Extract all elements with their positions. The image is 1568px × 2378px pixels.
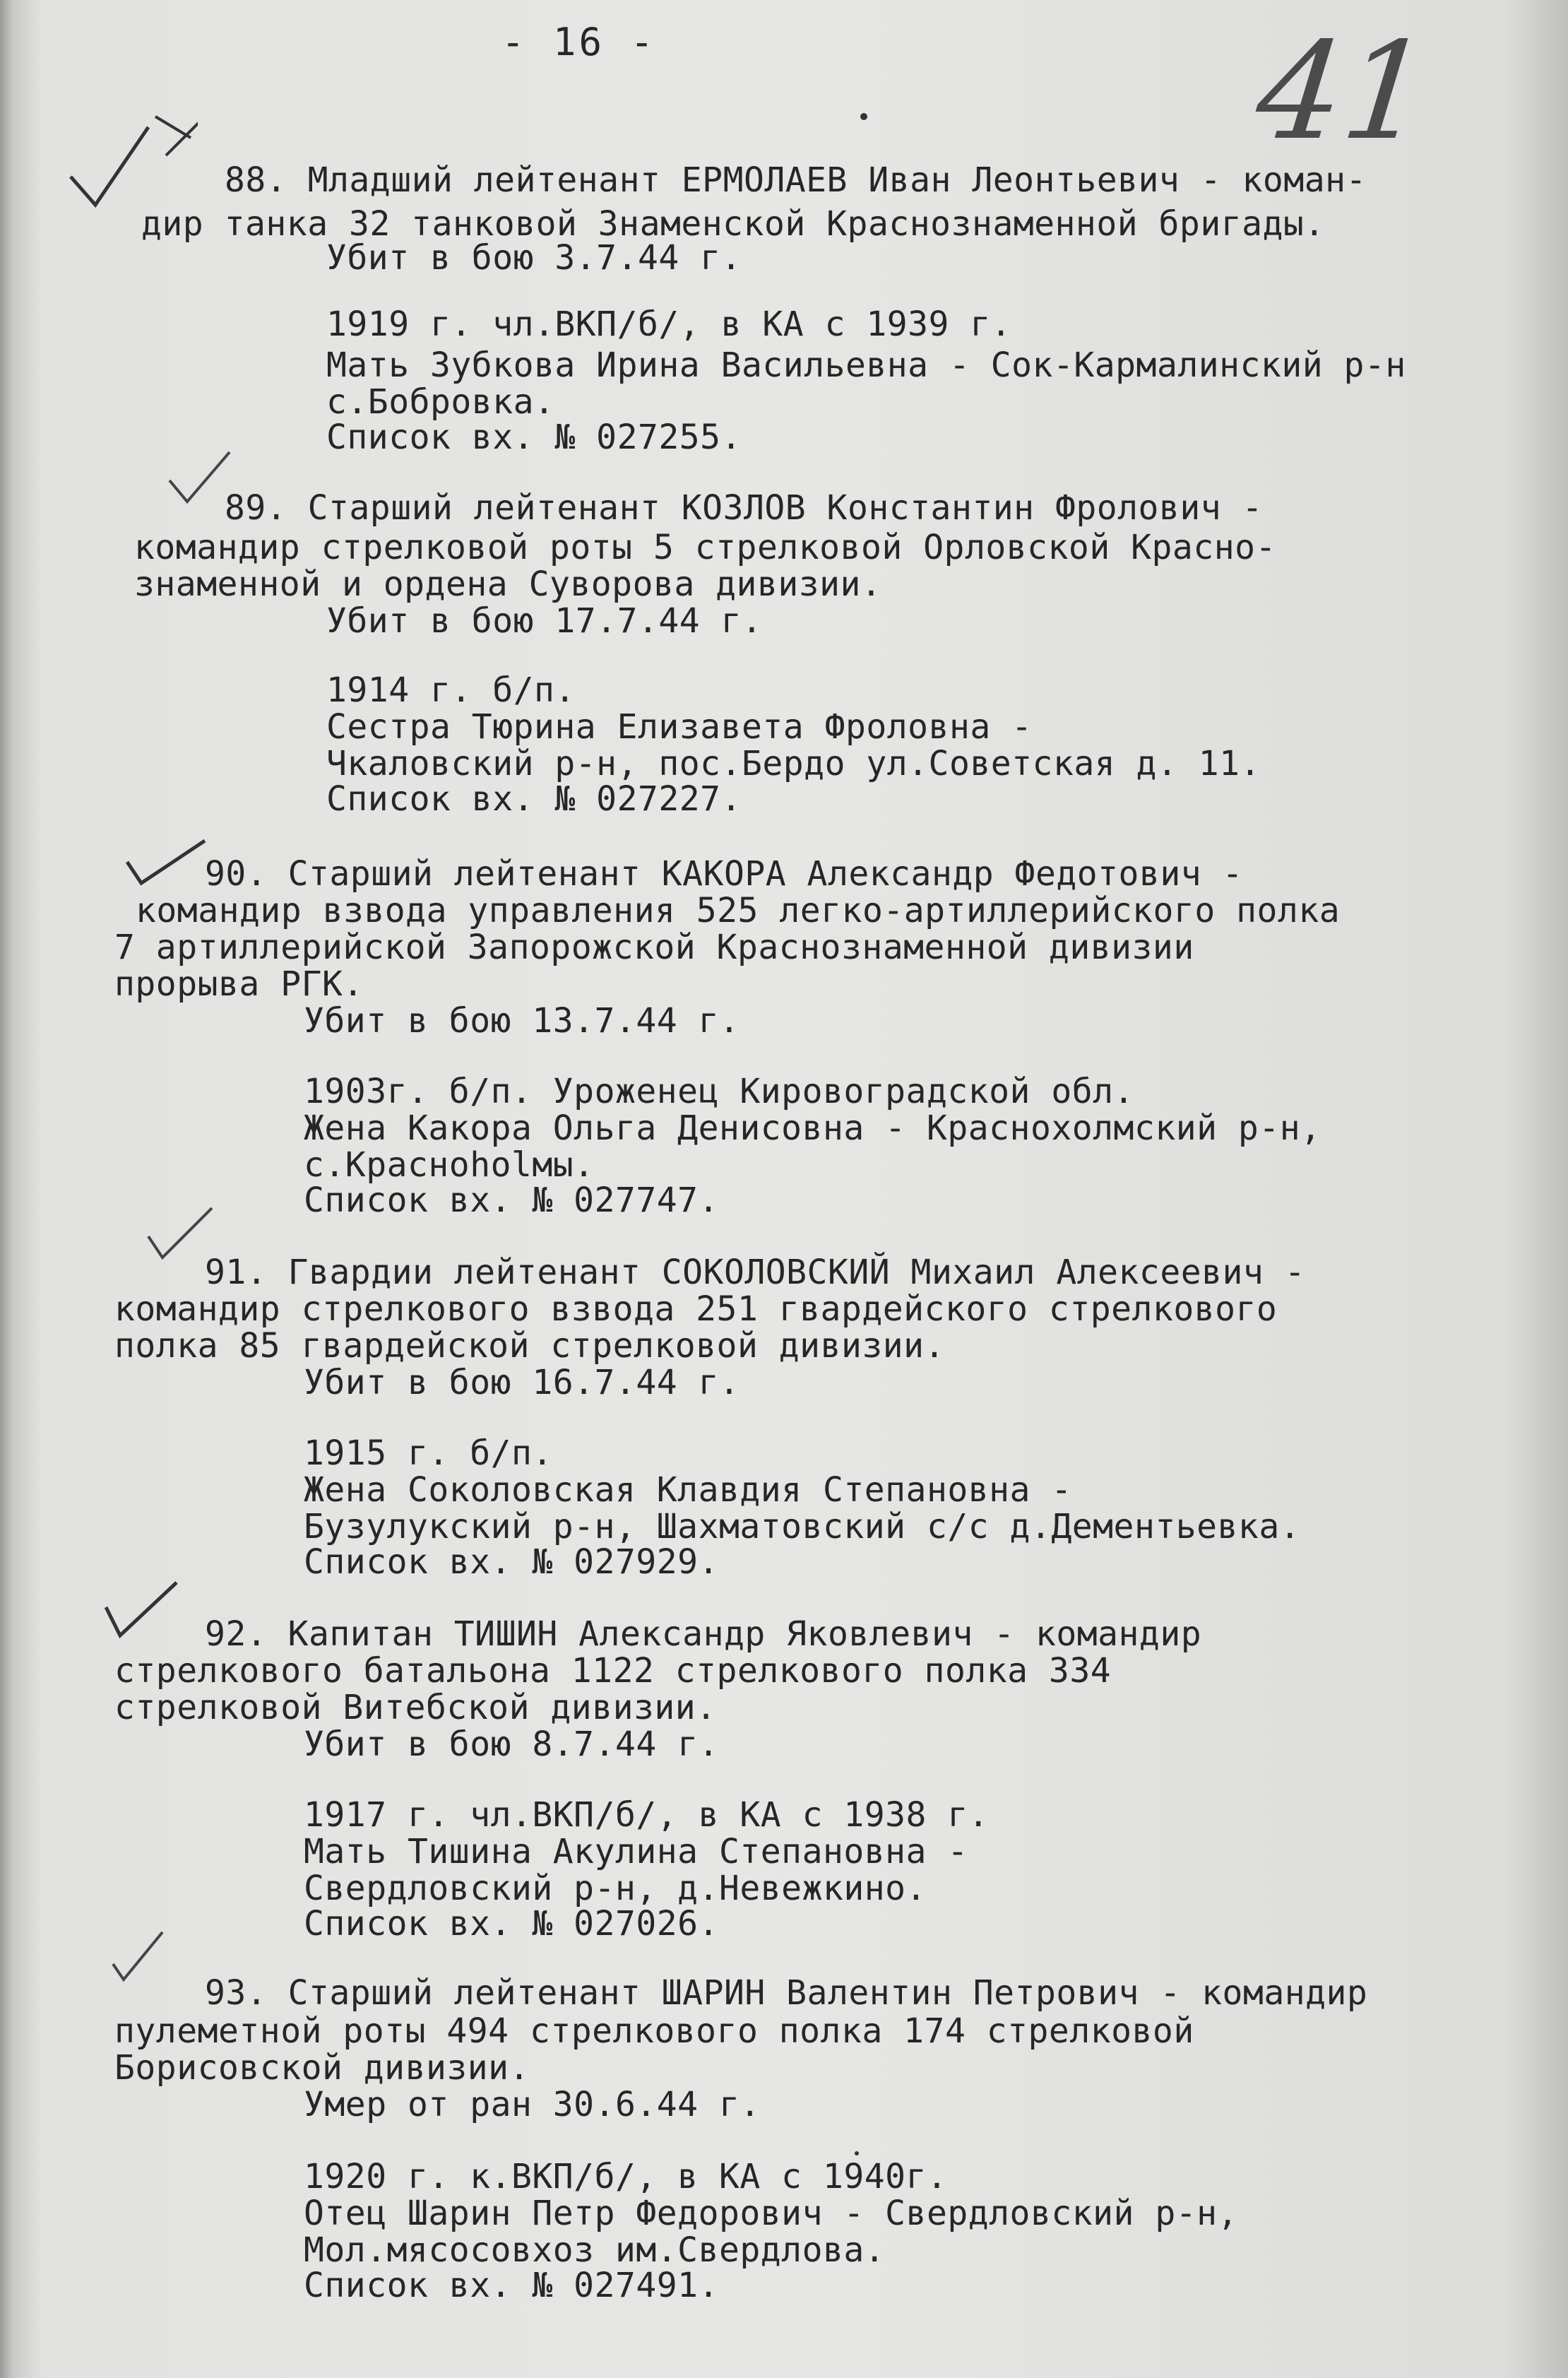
entry-88-line-6: с.Бобровка. — [326, 382, 555, 422]
check-mark-icon — [64, 113, 198, 219]
entry-90-line-9: Список вх. № 027747. — [304, 1181, 719, 1220]
check-mark-icon — [120, 827, 212, 890]
entry-91-line-4: Убит в бою 16.7.44 г. — [304, 1363, 740, 1402]
entry-90-line-8: с.Красноholмы. — [304, 1145, 595, 1185]
entry-91-line-3: полка 85 гвардейской стрелковой дивизии. — [114, 1326, 945, 1366]
entry-92-line-7: Свердловский р-н, д.Невежкино. — [304, 1869, 927, 1908]
entry-89-line-1: 89. Старший лейтенант КОЗЛОВ Константин Фролович - — [225, 488, 1263, 528]
ink-dot — [860, 113, 867, 120]
entry-92-line-3: стрелковой Витебской дивизии. — [114, 1688, 717, 1727]
entry-93-line-2: пулеметной роты 494 стрелкового полка 174 стрелковой — [114, 2011, 1194, 2051]
entry-90-line-5: Убит в бою 13.7.44 г. — [304, 1001, 740, 1041]
entry-93-line-4: Умер от ран 30.6.44 г. — [304, 2085, 761, 2124]
entry-88-line-3: Убит в бою 3.7.44 г. — [326, 238, 742, 278]
page-number: - 16 - — [501, 20, 657, 64]
entry-92-line-5: 1917 г. чл.ВКП/б/, в КА с 1938 г. — [304, 1795, 990, 1835]
entry-92-line-2: стрелкового батальона 1122 стрелкового полка 334 — [114, 1651, 1112, 1691]
entry-93-line-6: Отец Шарин Петр Федорович - Свердловский р-н, — [304, 2194, 1238, 2233]
entry-88-line-2: дир танка 32 танковой Знаменской Краснознаменной бригады. — [141, 204, 1325, 244]
entry-89-line-2: командир стрелковой роты 5 стрелковой Орловской Красно- — [134, 528, 1276, 567]
entry-93-line-3: Борисовской дивизии. — [114, 2048, 530, 2088]
entry-90-line-2: командир взвода управления 525 легко-артиллерийского полка — [136, 891, 1341, 930]
entry-91-line-7: Бузулукский р-н, Шахматовский с/с д.Дементьевка. — [304, 1507, 1301, 1546]
entry-90-line-1: 90. Старший лейтенант КАКОРА Александр Федотович - — [205, 854, 1243, 894]
check-mark-icon — [106, 1929, 170, 1985]
entry-93-line-8: Список вх. № 027491. — [304, 2266, 719, 2305]
entry-92-line-1: 92. Капитан ТИШИН Александр Яковлевич - командир — [205, 1614, 1202, 1654]
entry-93-line-7: Мол.мясосовхоз им.Свердлова. — [304, 2230, 886, 2270]
entry-90-line-3: 7 артиллерийской Запорожской Краснознаменной дивизии — [114, 928, 1194, 967]
entry-91-line-8: Список вх. № 027929. — [304, 1542, 719, 1582]
entry-89-line-4: Убит в бою 17.7.44 г. — [326, 601, 763, 641]
entry-91-line-6: Жена Соколовская Клавдия Степановна - — [304, 1470, 1072, 1510]
entry-90-line-4: прорыва РГК. — [114, 964, 364, 1004]
entry-88-line-7: Список вх. № 027255. — [326, 418, 742, 457]
entry-88-line-5: Мать Зубкова Ирина Васильевна - Сок-Кармалинский р-н — [326, 345, 1406, 385]
entry-89-line-5: 1914 г. б/п. — [326, 670, 576, 710]
entry-88-line-4: 1919 г. чл.ВКП/б/, в КА с 1939 г. — [326, 304, 1012, 344]
entry-90-line-7: Жена Какора Ольга Денисовна - Краснохолмский р-н, — [304, 1108, 1321, 1148]
entry-89-line-7: Чкаловский р-н, пос.Бердо ул.Советская д. 11. — [326, 744, 1261, 783]
entry-93-line-1: 93. Старший лейтенант ШАРИН Валентин Петрович - командир — [205, 1973, 1368, 2013]
check-mark-icon — [99, 1579, 184, 1643]
entry-89-line-6: Сестра Тюрина Елизавета Фроловна - — [326, 707, 1033, 747]
ink-dot — [855, 2151, 859, 2155]
archive-number: 41 — [1249, 13, 1437, 170]
entry-93-line-5: 1920 г. к.ВКП/б/, в КА с 1940г. — [304, 2157, 948, 2196]
entry-92-line-8: Список вх. № 027026. — [304, 1904, 719, 1944]
entry-89-line-8: Список вх. № 027227. — [326, 779, 742, 819]
entry-91-line-5: 1915 г. б/п. — [304, 1433, 553, 1473]
entry-90-line-6: 1903г. б/п. Уроженец Кировоградской обл. — [304, 1072, 1134, 1111]
entry-92-line-6: Мать Тишина Акулина Степановна - — [304, 1832, 968, 1871]
entry-88-line-1: 88. Младший лейтенант ЕРМОЛАЕВ Иван Леонтьевич - коман- — [225, 160, 1367, 200]
entry-89-line-3: знаменной и ордена Суворова дивизии. — [134, 564, 882, 604]
entry-92-line-4: Убит в бою 8.7.44 г. — [304, 1725, 719, 1764]
entry-91-line-2: командир стрелкового взвода 251 гвардейского стрелкового — [114, 1289, 1278, 1329]
entry-91-line-1: 91. Гвардии лейтенант СОКОЛОВСКИЙ Михаил Алексеевич - — [205, 1253, 1306, 1292]
